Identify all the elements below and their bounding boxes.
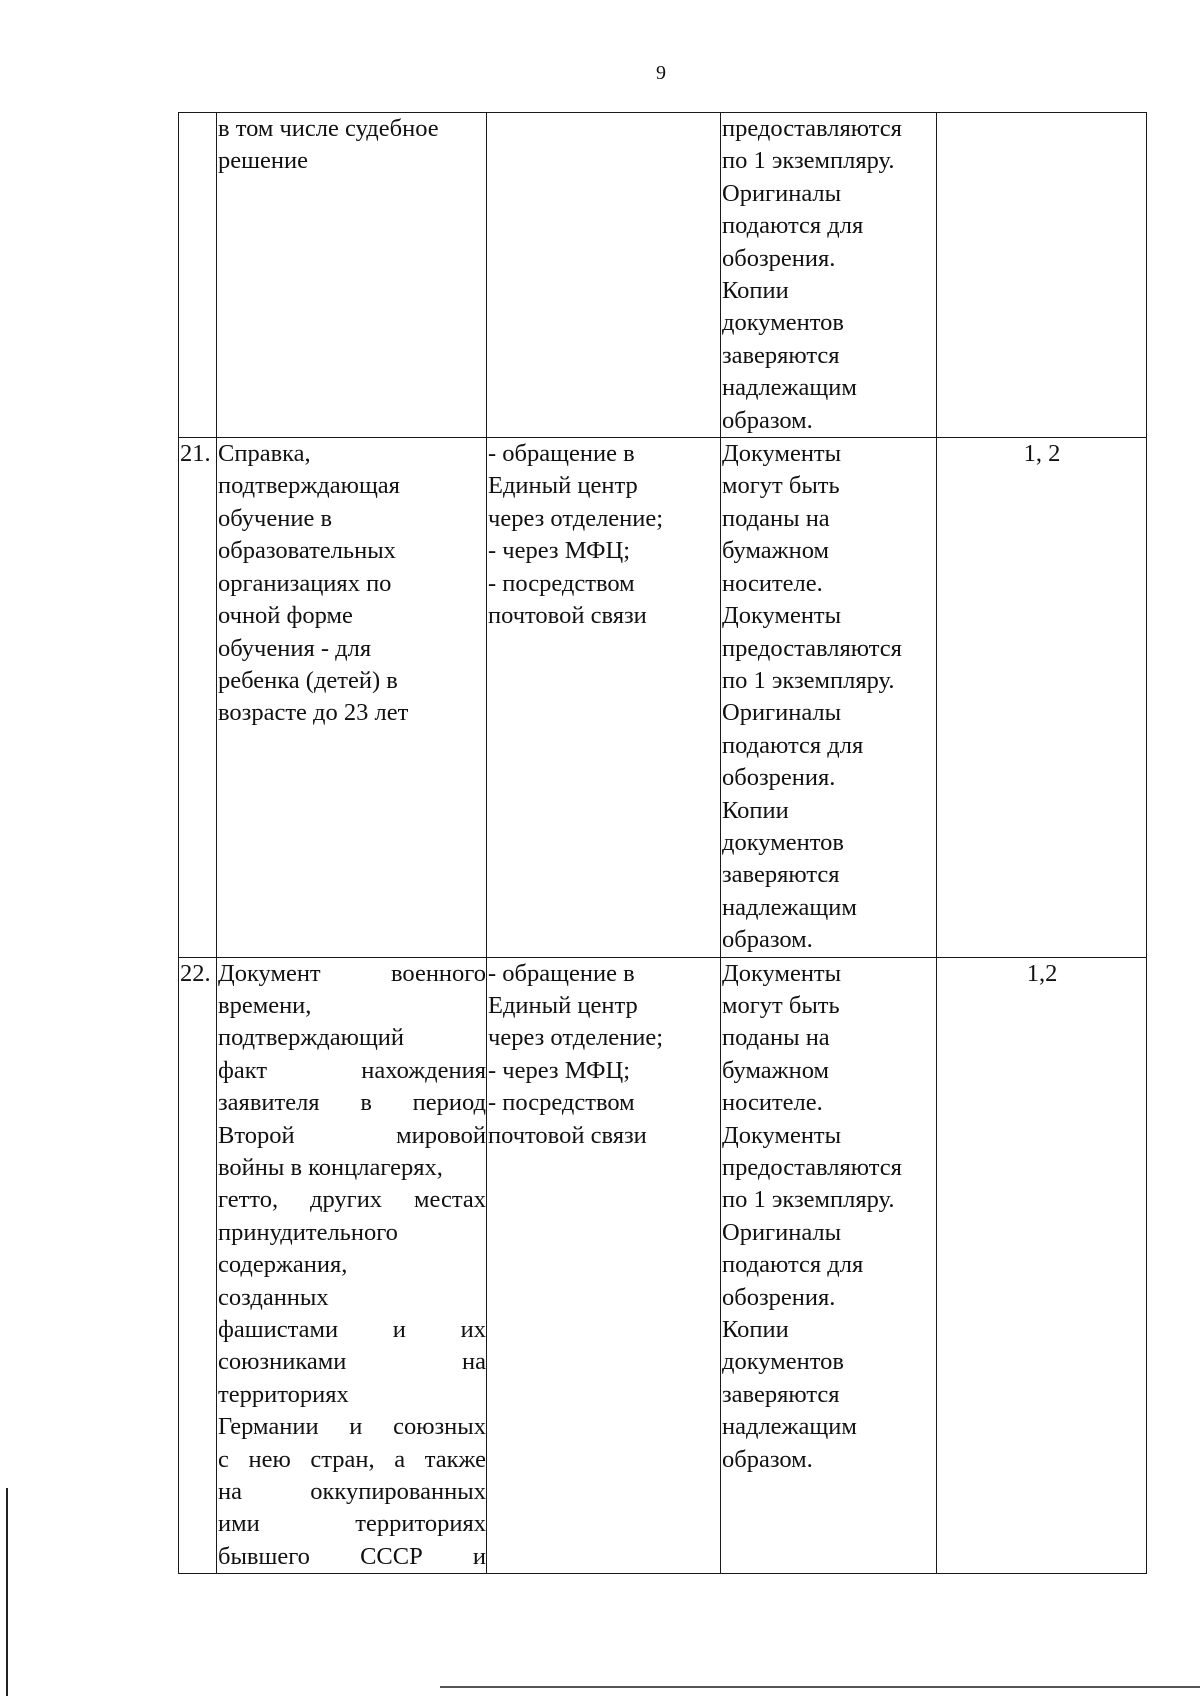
requirements-line: Копии xyxy=(722,1316,789,1344)
document-line: образовательных xyxy=(218,537,396,565)
document-line: подтверждающая xyxy=(218,472,400,500)
method-line: через отделение; xyxy=(488,504,664,532)
page-number: 9 xyxy=(656,62,666,84)
requirements-line: надлежащим xyxy=(722,374,857,402)
requirements-line: надлежащим xyxy=(722,893,857,921)
requirements-cell xyxy=(721,438,937,958)
table-row xyxy=(179,438,1147,958)
document-name-cell xyxy=(217,438,487,958)
requirements-line: обозрения. xyxy=(722,1283,836,1311)
submission-method-cell xyxy=(487,113,721,438)
method-line: - посредством xyxy=(488,1089,635,1117)
requirements-line: носителе. xyxy=(722,1089,823,1117)
requirements-cell xyxy=(721,957,937,1574)
document-line: обучения - для xyxy=(218,634,372,662)
method-line: - обращение в xyxy=(488,440,635,468)
requirements-line: носителе. xyxy=(722,569,823,597)
document-line: Документ военного xyxy=(218,959,486,987)
document-line: возрасте до 23 лет xyxy=(218,699,409,727)
document-name-cell xyxy=(217,957,487,1574)
requirements-line: предоставляются xyxy=(722,634,902,662)
document-line: заявителя в период xyxy=(218,1089,486,1117)
requirements-line: по 1 экземпляру. xyxy=(722,1186,895,1214)
document-line: подтверждающий xyxy=(218,1024,405,1052)
document-line: содержания, xyxy=(218,1251,348,1279)
submission-method-cell xyxy=(487,438,721,958)
document-line: бывшего СССР и xyxy=(218,1542,486,1570)
method-line: - обращение в xyxy=(488,959,635,987)
table-row xyxy=(179,957,1147,1574)
requirements-line: подаются для xyxy=(722,212,864,240)
requirements-line: бумажном xyxy=(722,1056,829,1084)
document-line: в том числе судебное xyxy=(218,115,439,142)
document-line: обучение в xyxy=(218,504,333,532)
requirements-line: надлежащим xyxy=(722,1413,857,1441)
document-name-cell xyxy=(217,113,487,438)
method-line: - через МФЦ; xyxy=(488,1056,631,1084)
requirements-line: Копии xyxy=(722,796,789,824)
method-line: - посредством xyxy=(488,569,635,597)
requirements-line: Документы xyxy=(722,959,842,987)
requirements-line: документов xyxy=(722,828,844,856)
document-line: Германии и союзных xyxy=(218,1413,486,1441)
requirements-line: заверяются xyxy=(722,341,840,369)
requirements-line: по 1 экземпляру. xyxy=(722,666,895,694)
category-cell: 1, 2 xyxy=(937,438,1147,958)
row-number: 21. xyxy=(179,438,217,958)
document-line: времени, xyxy=(218,991,312,1019)
requirements-line: могут быть xyxy=(722,472,840,500)
requirements-line: образом. xyxy=(722,406,813,434)
submission-method-cell xyxy=(487,957,721,1574)
category-cell: 1,2 xyxy=(937,957,1147,1574)
requirements-line: документов xyxy=(722,1348,844,1376)
requirements-line: обозрения. xyxy=(722,764,836,792)
requirements-line: Документы xyxy=(722,440,842,468)
requirements-line: Оригиналы xyxy=(722,699,842,727)
scan-bottom-rule xyxy=(440,1686,1200,1688)
requirements-line: бумажном xyxy=(722,537,829,565)
requirements-line: образом. xyxy=(722,1445,813,1473)
document-line: с нею стран, а также xyxy=(218,1445,486,1473)
document-line: очной форме xyxy=(218,602,353,630)
document-line: организациях по xyxy=(218,569,392,597)
document-line: гетто, других местах xyxy=(218,1186,486,1214)
method-line: Единый центр xyxy=(488,472,638,500)
requirements-line: подаются для xyxy=(722,731,864,759)
method-line: Единый центр xyxy=(488,991,638,1019)
requirements-line: могут быть xyxy=(722,991,840,1019)
requirements-line: предоставляются xyxy=(722,1154,902,1181)
document-line: созданных xyxy=(218,1283,329,1311)
document-line: союзниками на xyxy=(218,1348,486,1376)
document-line: Второй мировой xyxy=(218,1121,486,1149)
category-cell xyxy=(937,113,1147,438)
requirements-line: Копии xyxy=(722,277,789,305)
requirements-cell xyxy=(721,113,937,438)
document-line: территориях xyxy=(218,1380,349,1408)
document-line: ими территориях xyxy=(218,1510,486,1538)
requirements-line: документов xyxy=(722,309,844,337)
document-line: фашистами и их xyxy=(218,1316,486,1344)
requirements-line: поданы на xyxy=(722,1024,830,1052)
document-line: войны в концлагерях, xyxy=(218,1154,443,1181)
method-line: почтовой связи xyxy=(488,602,647,630)
document-line: решение xyxy=(218,147,308,175)
requirements-line: по 1 экземпляру. xyxy=(722,147,895,175)
table-row xyxy=(179,113,1147,438)
method-line: - через МФЦ; xyxy=(488,537,631,565)
row-number: 22. xyxy=(179,957,217,1574)
requirements-line: Оригиналы xyxy=(722,1218,842,1246)
requirements-line: подаются для xyxy=(722,1251,864,1279)
requirements-line: обозрения. xyxy=(722,244,836,272)
document-line: ребенка (детей) в xyxy=(218,666,398,694)
documents-table xyxy=(178,112,1147,1574)
requirements-line: Документы xyxy=(722,602,842,630)
requirements-line: заверяются xyxy=(722,861,840,889)
document-line: принудительного xyxy=(218,1218,398,1246)
document-line: факт нахождения xyxy=(218,1056,486,1084)
method-line: через отделение; xyxy=(488,1024,664,1052)
row-number xyxy=(179,113,217,438)
scan-margin-line xyxy=(6,1488,8,1696)
requirements-line: Оригиналы xyxy=(722,179,842,207)
requirements-line: заверяются xyxy=(722,1380,840,1408)
document-line: Справка, xyxy=(218,440,311,468)
method-line: почтовой связи xyxy=(488,1121,647,1149)
requirements-line: Документы xyxy=(722,1121,842,1149)
requirements-line: образом. xyxy=(722,926,813,954)
requirements-line: поданы на xyxy=(722,504,830,532)
requirements-line: предоставляются xyxy=(722,115,902,142)
document-line: на оккупированных xyxy=(218,1478,486,1506)
